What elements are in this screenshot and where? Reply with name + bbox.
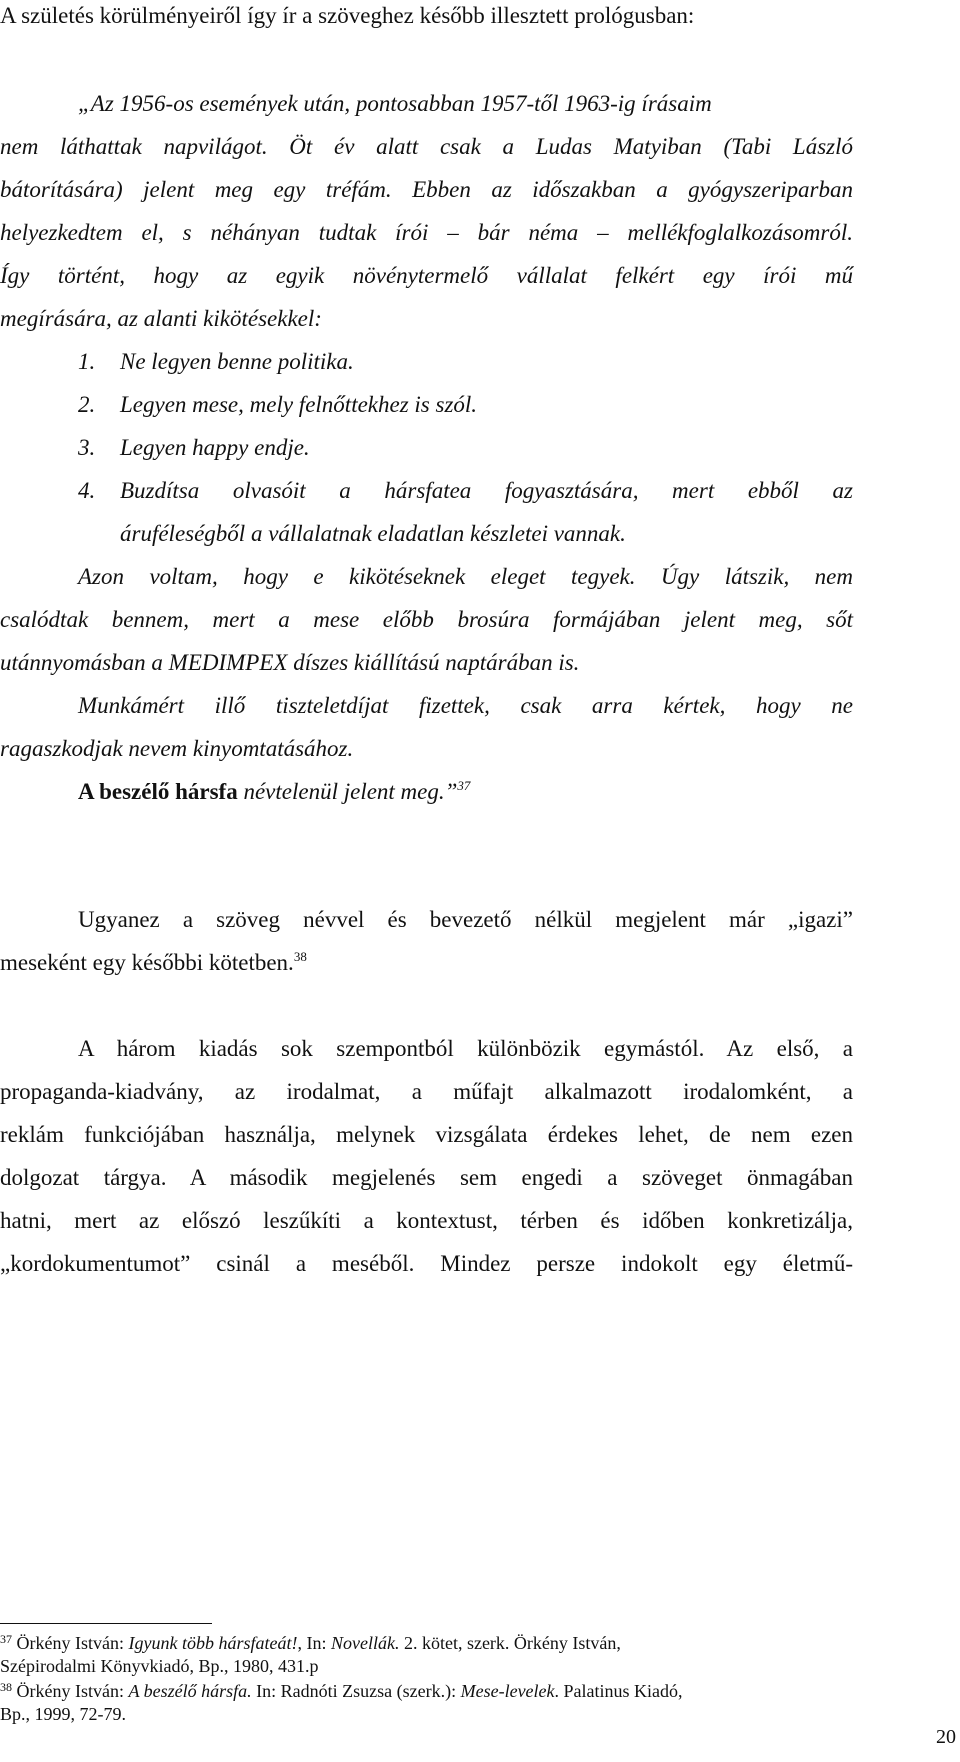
para2-line-4: dolgozat tárgya. A második megjelenés sem engedi a szöveget önmagában bbox=[0, 1165, 853, 1190]
footnote-text: . Palatinus Kiadó, bbox=[554, 1681, 683, 1701]
para2-line-6: „kordokumentumot” csinál a meséből. Mindez persze indokolt egy életmű- bbox=[0, 1251, 853, 1276]
para2-line-2: propaganda-kiadvány, az irodalmat, a műfajt alkalmazott irodalomként, a bbox=[0, 1079, 853, 1104]
footnote-text: Örkény István: bbox=[12, 1681, 129, 1701]
footnote-38-line-2: Bp., 1999, 72-79. bbox=[0, 1704, 126, 1724]
footnote-38 bbox=[0, 1680, 683, 1702]
list-item-4-text: Buzdítsa olvasóit a hársfatea fogyasztására, mert ebből az bbox=[120, 478, 853, 503]
para2-line-1: A három kiadás sok szempontból különbözik egymástól. Az első, a bbox=[78, 1036, 853, 1061]
list-item-3 bbox=[78, 434, 310, 462]
para1-text: meseként egy későbbi kötetben. bbox=[0, 950, 294, 975]
footnote-37-line-2: Szépirodalmi Könyvkiadó, Bp., 1980, 431.p bbox=[0, 1656, 319, 1676]
quote-after-line-3: utánnyomásban a MEDIMPEX díszes kiállítású naptárában is. bbox=[0, 650, 580, 675]
list-number: 1. bbox=[78, 349, 96, 374]
footnote-number: 38 bbox=[0, 1680, 12, 1694]
quote-line-1: „Az 1956-os események után, pontosabban 1957-től 1963-ig írásaim bbox=[78, 91, 712, 116]
list-item-1 bbox=[78, 348, 354, 376]
page-number: 20 bbox=[936, 1726, 956, 1748]
footnote-text: Örkény István: bbox=[12, 1633, 129, 1653]
footnote-separator bbox=[0, 1623, 212, 1624]
list-item-4-continuation: áruféleségből a vállalatnak eladatlan készletei vannak. bbox=[120, 521, 626, 546]
footnote-number: 37 bbox=[0, 1632, 12, 1646]
footnote-title: A beszélő hársfa. bbox=[128, 1681, 252, 1701]
footnote-title: Igyunk több hársfateát! bbox=[128, 1633, 298, 1653]
para1-line-1: Ugyanez a szöveg névvel és bevezető nélkül megjelent már „igazi” bbox=[78, 907, 853, 932]
footnote-ref-38: 38 bbox=[293, 949, 307, 964]
quote-line-6: megírására, az alanti kikötésekkel: bbox=[0, 306, 322, 331]
quote-closing-line bbox=[78, 778, 470, 806]
quote-after-line-4: Munkámért illő tiszteletdíjat fizettek, csak arra kértek, hogy ne bbox=[78, 693, 853, 718]
footnote-text: 2. kötet, szerk. Örkény István, bbox=[399, 1633, 621, 1653]
quote-closing-text: névtelenül jelent meg.” bbox=[237, 779, 458, 804]
footnote-title: Mese-levelek bbox=[460, 1681, 555, 1701]
footnote-37 bbox=[0, 1632, 621, 1654]
list-number: 4. bbox=[78, 478, 96, 503]
footnote-title: Novellák. bbox=[330, 1633, 400, 1653]
quote-after-line-5: ragaszkodjak nevem kinyomtatásához. bbox=[0, 736, 354, 761]
intro-line: A születés körülményeiről így ír a szöveghez később illesztett prológusban: bbox=[0, 3, 695, 28]
footnote-text: In: Radnóti Zsuzsa (szerk.): bbox=[251, 1681, 461, 1701]
list-text: Legyen happy endje. bbox=[120, 435, 310, 460]
para1-line-2 bbox=[0, 949, 307, 977]
list-item-2 bbox=[78, 391, 478, 419]
list-number: 3. bbox=[78, 435, 96, 460]
para2-line-3: reklám funkciójában használja, melynek vizsgálata érdekes lehet, de nem ezen bbox=[0, 1122, 853, 1147]
list-number: 2. bbox=[78, 392, 96, 417]
para2-line-5: hatni, mert az előszó leszűkíti a kontextust, térben és időben konkretizálja, bbox=[0, 1208, 853, 1233]
quote-line-2: nem láthattak napvilágot. Öt év alatt csak a Ludas Matyiban (Tabi László bbox=[0, 134, 853, 159]
quote-after-line-1: Azon voltam, hogy e kikötéseknek eleget tegyek. Úgy látszik, nem bbox=[78, 564, 853, 589]
quote-after-line-2: csalódtak bennem, mert a mese előbb brosúra formájában jelent meg, sőt bbox=[0, 607, 853, 632]
footnote-text: , In: bbox=[297, 1633, 331, 1653]
quote-line-5: Így történt, hogy az egyik növénytermelő vállalat felkért egy írói mű bbox=[0, 263, 853, 288]
list-text: Legyen mese, mely felnőttekhez is szól. bbox=[120, 392, 478, 417]
book-title: A beszélő hársfa bbox=[78, 779, 238, 804]
list-text: Ne legyen benne politika. bbox=[120, 349, 354, 374]
quote-line-3: bátorítására) jelent meg egy tréfám. Ebben az időszakban a gyógyszeriparban bbox=[0, 177, 853, 202]
quote-line-4: helyezkedtem el, s néhányan tudtak írói – bár néma – mellékfoglalkozásomról. bbox=[0, 220, 853, 245]
list-item-4 bbox=[78, 477, 95, 505]
footnote-ref-37: 37 bbox=[457, 778, 471, 793]
